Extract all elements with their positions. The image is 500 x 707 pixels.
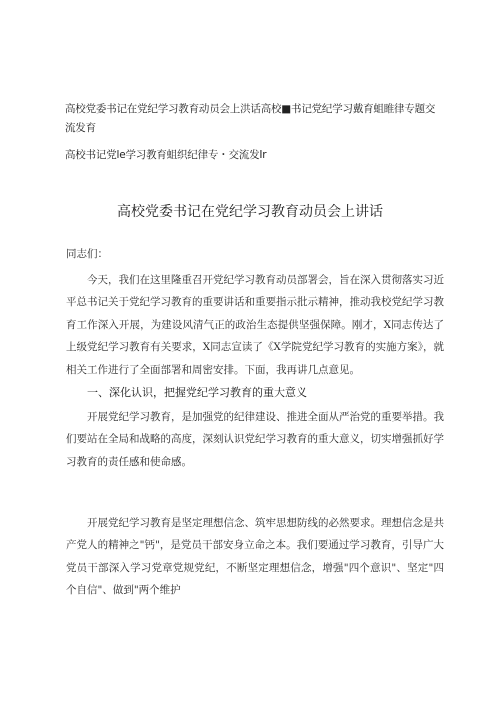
header-title: 高校党委书记在党纪学习教育动员会上洪话高校■书记党纪学习戴育蛆睢律专题交流发育 [65,103,436,134]
paragraph-significance: 开展党纪学习教育，是加强党的纪律建设、推进全面从严治党的重要举措。我们要站在全局和战略的高度，深刻认识党纪学习教育的重大意义，切实增强抓好学习教育的责任感和使命感。 [66,411,444,468]
header-subtitle: 高校书记党le学习教育蛆织纪律专・交流发Ir [65,149,267,161]
document-title: 高校党委书记在党纪学习教育动员会上讲话 [117,204,383,220]
paragraph-intro: 今天，我们在这里隆重召开党纪学习教育动员部署会，旨在深入贯彻落实习近平总书记关于党纪学习教育的重要讲话和重要指示批示精神，推动我校党纪学习教育工作深入开展，为建设风清气正的政治生态提供坚强保障。刚才，X同志传达了上级党纪学习教育有关要求，X同志宣读了《X学院党纪学习教育的实施方案》，就相关工作进行了全面部署和周密安排。下面，我再讲几点意见。 [66,274,444,376]
paragraph-ideals: 开展党纪学习教育是坚定理想信念、筑牢思想防线的必然要求。理想信念是共产党人的精神之"钙"，是党员干部安身立命之本。我们要通过学习教育，引导广大党员干部深入学习党章党规党纪，不断坚定理想信念，增强"四个意识"、坚定"四个自信"、做到"两个维护 [66,517,444,597]
section-heading: 一、深化认识，把握党纪学习教育的重大意义 [87,386,307,399]
salutation: 同志们： [66,248,108,260]
